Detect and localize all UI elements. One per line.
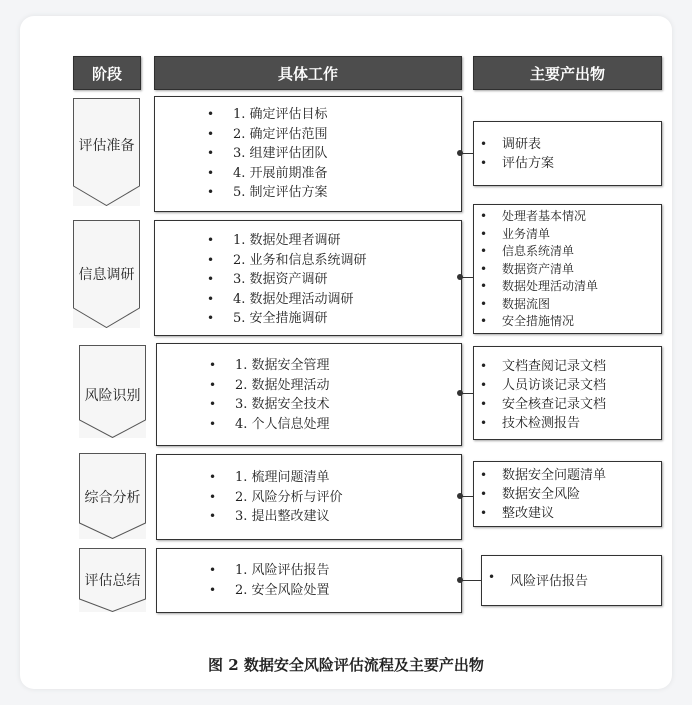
stage-pentagon [79, 548, 146, 612]
output-item: • 安全措施情况 [474, 313, 661, 331]
output-box [473, 121, 662, 186]
output-box [473, 346, 662, 440]
work-item: • 1. 数据安全管理 [157, 356, 461, 376]
output-item: • 业务清单 [474, 226, 661, 244]
work-item: • 5. 制定评估方案 [155, 183, 461, 203]
output-box [481, 555, 662, 606]
output-item: • 数据流图 [474, 296, 661, 314]
work-item: • 1. 数据处理者调研 [155, 231, 461, 251]
stage-label: 综合分析 [84, 490, 141, 506]
work-item: • 2. 确定评估范围 [155, 125, 461, 145]
work-item: • 2. 业务和信息系统调研 [155, 251, 461, 271]
stage-label: 风险识别 [84, 388, 141, 404]
stage-label: 评估准备 [78, 138, 135, 154]
stage-pentagon [79, 453, 146, 539]
stage-pentagon [73, 98, 140, 206]
work-item: • 4. 个人信息处理 [157, 415, 461, 435]
header-work: 具体工作 [154, 56, 462, 90]
output-item: • 信息系统清单 [474, 243, 661, 261]
connector-dot [457, 274, 463, 280]
work-item: • 2. 安全风险处置 [157, 581, 461, 601]
work-item: • 3. 数据资产调研 [155, 270, 461, 290]
header-output: 主要产出物 [473, 56, 662, 90]
output-item: • 数据安全风险 [474, 485, 661, 504]
output-item: • 处理者基本情况 [474, 208, 661, 226]
output-item: • 调研表 [474, 135, 661, 154]
work-item: • 2. 风险分析与评价 [157, 488, 461, 508]
output-item: • 整改建议 [474, 504, 661, 523]
output-item: • 数据资产清单 [474, 261, 661, 279]
stage-label: 评估总结 [84, 573, 141, 589]
connector-dot [457, 390, 463, 396]
stage-pentagon [79, 345, 146, 438]
output-item: • 数据处理活动清单 [474, 278, 661, 296]
output-item: • 安全核查记录文档 [474, 395, 661, 414]
work-item: • 1. 梳理问题清单 [157, 468, 461, 488]
work-item: • 1. 确定评估目标 [155, 105, 461, 125]
work-box [154, 220, 462, 336]
work-item: • 5. 安全措施调研 [155, 309, 461, 329]
work-box [156, 343, 462, 446]
output-box [473, 461, 662, 527]
work-item: • 1. 风险评估报告 [157, 561, 461, 581]
work-item: • 4. 开展前期准备 [155, 164, 461, 184]
work-box [156, 548, 462, 613]
work-item: • 2. 数据处理活动 [157, 376, 461, 396]
figure-caption: 图 2 数据安全风险评估流程及主要产出物 [208, 656, 484, 674]
output-item: • 文档查阅记录文档 [474, 357, 661, 376]
connector-line [460, 580, 481, 581]
work-box [156, 454, 462, 540]
stage-label: 信息调研 [78, 267, 135, 283]
work-item: • 4. 数据处理活动调研 [155, 290, 461, 310]
output-box [473, 204, 662, 334]
output-item: • 技术检测报告 [474, 414, 661, 433]
work-item: • 3. 组建评估团队 [155, 144, 461, 164]
output-item: • 数据安全问题清单 [474, 466, 661, 485]
connector-dot [457, 150, 463, 156]
work-item: • 3. 提出整改建议 [157, 507, 461, 527]
header-stage: 阶段 [73, 56, 141, 90]
output-item: • 评估方案 [474, 154, 661, 173]
work-box [154, 96, 462, 212]
output-item: • 风险评估报告 [482, 570, 661, 589]
output-item: • 人员访谈记录文档 [474, 376, 661, 395]
connector-dot [457, 577, 463, 583]
stage-pentagon [73, 220, 140, 328]
connector-dot [457, 493, 463, 499]
work-item: • 3. 数据安全技术 [157, 395, 461, 415]
